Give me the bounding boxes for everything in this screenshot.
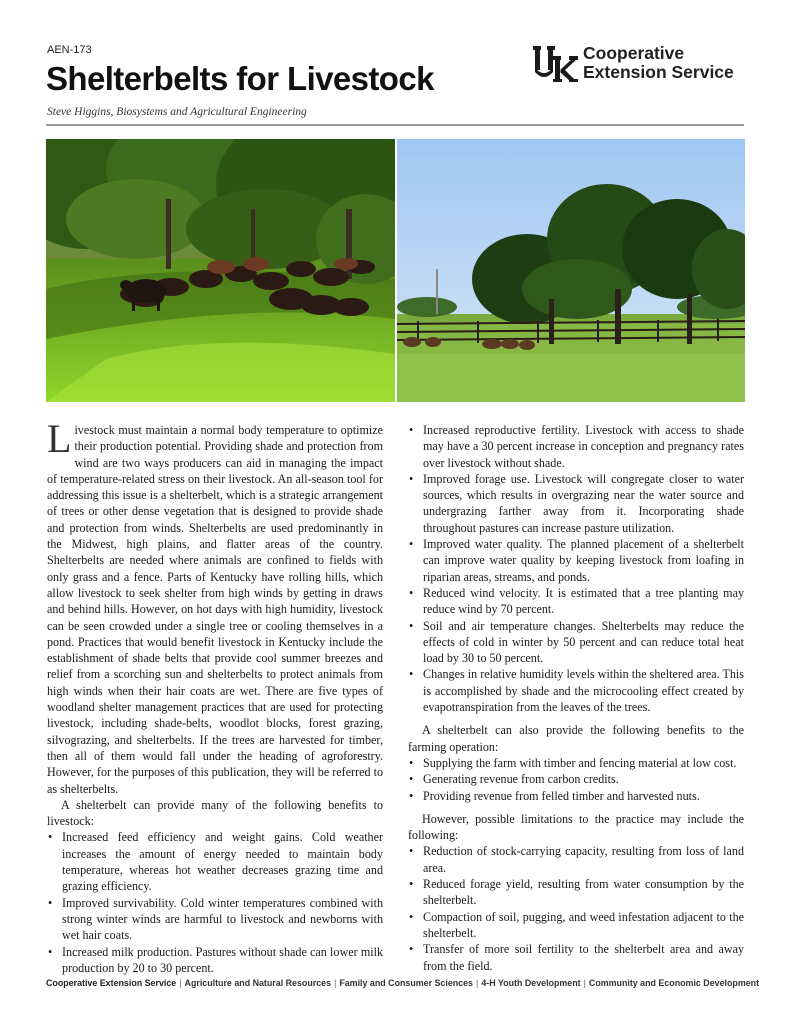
- left-column: [47, 416, 383, 976]
- list-item: • Increased feed efficiency and weight gains. Cold weather increases the amount of energy needed to maintain body temperature, whereas hot weather decreases grazing time and grazing efficiency.: [47, 829, 383, 894]
- list-item: • Improved water quality. The planned placement of a shelterbelt can improve water quality by keeping livestock from loafing in riparian areas, streams, and ponds.: [408, 536, 744, 585]
- footer-unit: Agriculture and Natural Resources: [184, 978, 332, 988]
- footer-separator: |: [583, 978, 586, 988]
- list-item: • Transfer of more soil fertility to the shelterbelt area and away from the field.: [408, 941, 744, 974]
- intro-paragraph: [47, 416, 383, 797]
- footer-separator: |: [476, 978, 479, 988]
- list-item: • Changes in relative humidity levels within the sheltered area. This is accomplished by shade and the microcooling effect created by evapotranspiration from the leaves of the trees.: [408, 666, 744, 715]
- photo-cattle-image: [46, 139, 395, 402]
- logo-line-1: Cooperative: [583, 43, 685, 63]
- livestock-benefits-list-continued: [408, 422, 744, 715]
- photo-horses-image: [397, 139, 745, 402]
- list-item: • Compaction of soil, pugging, and weed infestation adjacent to the shelterbelt.: [408, 909, 744, 942]
- author-line: Steve Higgins, Biosystems and Agricultural Engineering: [47, 106, 307, 118]
- limitations-list: [408, 843, 744, 973]
- footer-separator: |: [334, 978, 337, 988]
- horses-photo: [397, 139, 745, 402]
- list-item: • Reduced forage yield, resulting from water consumption by the shelterbelt.: [408, 876, 744, 909]
- list-item: • Providing revenue from felled timber and harvested nuts.: [408, 788, 744, 804]
- cattle-photo: [46, 139, 395, 402]
- livestock-benefits-list: [47, 829, 383, 976]
- logo-text: [583, 44, 734, 82]
- footer-unit: 4-H Youth Development: [481, 978, 581, 988]
- list-item: • Improved survivability. Cold winter temperatures combined with strong winter winds are harmful to livestock and newborns with wet hair coats.: [47, 895, 383, 944]
- publication-id: AEN-173: [47, 44, 92, 56]
- page-footer: [46, 978, 760, 988]
- logo-line-2: Extension Service: [583, 62, 734, 82]
- header-rule: [46, 124, 744, 126]
- list-item: • Reduction of stock-carrying capacity, resulting from loss of land area.: [408, 843, 744, 876]
- footer-separator: |: [179, 978, 182, 988]
- list-item: • Increased reproductive fertility. Livestock with access to shade may have a 30 percent increase in conception and pregnancy rates over livestock without shade.: [408, 422, 744, 471]
- footer-lead: Cooperative Extension Service: [46, 978, 177, 988]
- document-title: Shelterbelts for Livestock: [46, 60, 434, 97]
- footer-unit: Family and Consumer Sciences: [339, 978, 473, 988]
- extension-logo: [533, 44, 745, 86]
- limitations-intro: However, possible limitations to the practice may include the following:: [408, 811, 744, 843]
- list-item: • Soil and air temperature changes. Shelterbelts may reduce the effects of cold in winter by 50 percent and can reduce total heat load by 30 to 50 percent.: [408, 618, 744, 667]
- list-item: • Supplying the farm with timber and fencing material at low cost.: [408, 755, 744, 771]
- footer-unit: Community and Economic Development: [588, 978, 760, 988]
- drop-cap: L: [47, 416, 72, 461]
- operation-intro: A shelterbelt can also provide the following benefits to the farming operation:: [408, 723, 744, 754]
- right-column: [408, 422, 744, 974]
- uk-logo-icon: [533, 44, 579, 84]
- benefits-intro: A shelterbelt can provide many of the following benefits to livestock:: [47, 797, 383, 829]
- list-item: • Increased milk production. Pastures without shade can lower milk production by 20 to 30 percent.: [47, 944, 383, 977]
- list-item: • Generating revenue from carbon credits.: [408, 771, 744, 787]
- list-item: • Reduced wind velocity. It is estimated that a tree planting may reduce wind by 70 percent.: [408, 585, 744, 618]
- intro-text: ivestock must maintain a normal body temperature to optimize their production potential. Providing shade and protection from wind are two ways producers can aid in managing the impact of temperature-related stress on their livestock. An all-season tool for addressing this issue is a shelterbelt, which is a strategic arrangement of trees or other dense vegetation that is designed to provide shade and protection from winds. Shelterbelts are used predominantly in the Midwest, high plains, and flatter areas of the country. Shelterbelts are needed where animals are confined to fields with only grass and a fence. Parts of Kentucky have rolling hills, which allow livestock to seek shelter from high winds by getting in draws and behind hills. However, on hot days with high humidity, livestock can be seen crowded under a single tree or cooling themselves in a pond. Practices that would benefit livestock in Kentucky include the establishment of shade belts that provide cool summer breezes and relief from a scorching sun and shelterbelts to protect animals from high winds when their hair coats are wet. There are five types of woodland shelter management practices that are used for protecting livestock, including shade-belts, woodlot blocks, forest grazing, silvograzing, and shelterbelts. If the trees are harvested for timber, then all of them would fall under the heading of agroforestry. However, for the purposes of this publication, they will be referred to as shelterbelts.: [47, 423, 383, 796]
- operation-benefits-list: [408, 755, 744, 804]
- list-item: • Improved forage use. Livestock will congregate closer to water sources, which results in overgrazing near the water source and undergrazing farther away from it. Incorporating shade throughout pastures can increase pasture utilization.: [408, 471, 744, 536]
